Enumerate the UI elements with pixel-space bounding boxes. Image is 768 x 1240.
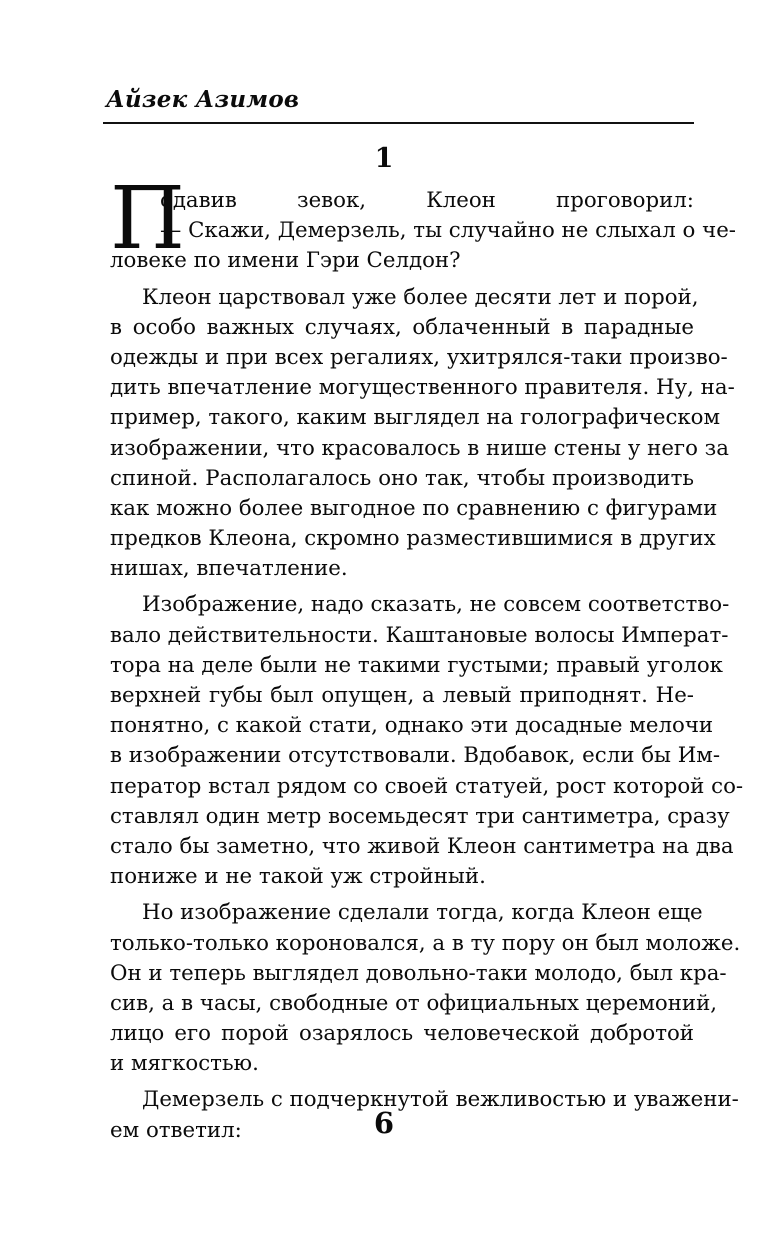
chapter-number: 1 [374, 143, 394, 174]
text-line: сив, а в часы, свободные от официальных церемоний, [110, 990, 718, 1016]
running-head: Айзек Азимов [106, 86, 300, 113]
text-line: лицо его порой озарялось человеческой добротой [110, 1021, 694, 1047]
header-rule [103, 122, 694, 124]
text-line: в изображении отсутствовали. Вдобавок, если бы Им- [110, 743, 721, 769]
text-line: нишах, впечатление. [110, 556, 348, 582]
text-line: пример, такого, каким выглядел на голографическом [110, 405, 721, 431]
paragraph [110, 169, 736, 277]
text-line: Демерзель с подчеркнутой вежливостью и уважени- [142, 1087, 739, 1113]
text-line: одежды и при всех регалиях, ухитрялся-таки произво- [110, 344, 728, 370]
paragraph [110, 590, 744, 892]
text-line: одавив зевок, Клеон проговорил: [160, 188, 694, 213]
paragraph [110, 898, 741, 1079]
text-line: Но изображение сделали тогда, когда Клеон еще [142, 900, 703, 926]
text-line: ператор встал рядом со своей статуей, рост которой со- [110, 773, 744, 799]
page-number: 6 [373, 1106, 395, 1140]
text-line: стало бы заметно, что живой Клеон сантиметра на два [110, 833, 734, 859]
text-line: ем ответил: [110, 1117, 242, 1143]
text-line: в особо важных случаях, облаченный в парадные [110, 314, 694, 340]
text-line: и мягкостью. [110, 1051, 259, 1077]
text-line: спиной. Располагалось оно так, чтобы производить [110, 465, 694, 491]
text-line: пониже и не такой уж стройный. [110, 864, 486, 890]
text-line: как можно более выгодное по сравнению с фигурами [110, 495, 718, 521]
paragraph [110, 283, 735, 585]
text-line: — Скажи, Демерзель, ты случайно не слыхал о че- [160, 218, 736, 244]
text-line: тора на деле были не такими густыми; правый уголок [110, 652, 723, 678]
text-line: понятно, с какой стати, однако эти досадные мелочи [110, 713, 714, 739]
drop-cap: П [110, 169, 185, 269]
text-line: дить впечатление могущественного правителя. Ну, на- [110, 375, 735, 401]
text-line: верхней губы был опущен, а левый приподнят. Не- [110, 683, 694, 708]
text-line: Клеон царствовал уже более десяти лет и порой, [142, 284, 699, 310]
text-line: вало действительности. Каштановые волосы Императ- [110, 622, 729, 648]
text-line: ловеке по имени Гэри Селдон? [110, 248, 461, 274]
text-line: только-только короновался, а в ту пору он был моложе. [110, 930, 741, 956]
body-text [110, 169, 744, 1146]
paragraphs [110, 169, 744, 1146]
text-line: предков Клеона, скромно разместившимися в других [110, 526, 716, 552]
text-line: ставлял один метр восемьдесят три сантиметра, сразу [110, 803, 730, 829]
text-line: Изображение, надо сказать, не совсем соответство- [142, 592, 730, 618]
text-line: изображении, что красовалось в нише стены у него за [110, 435, 729, 461]
text-line: Он и теперь выглядел довольно-таки молодо, был кра- [110, 960, 727, 986]
